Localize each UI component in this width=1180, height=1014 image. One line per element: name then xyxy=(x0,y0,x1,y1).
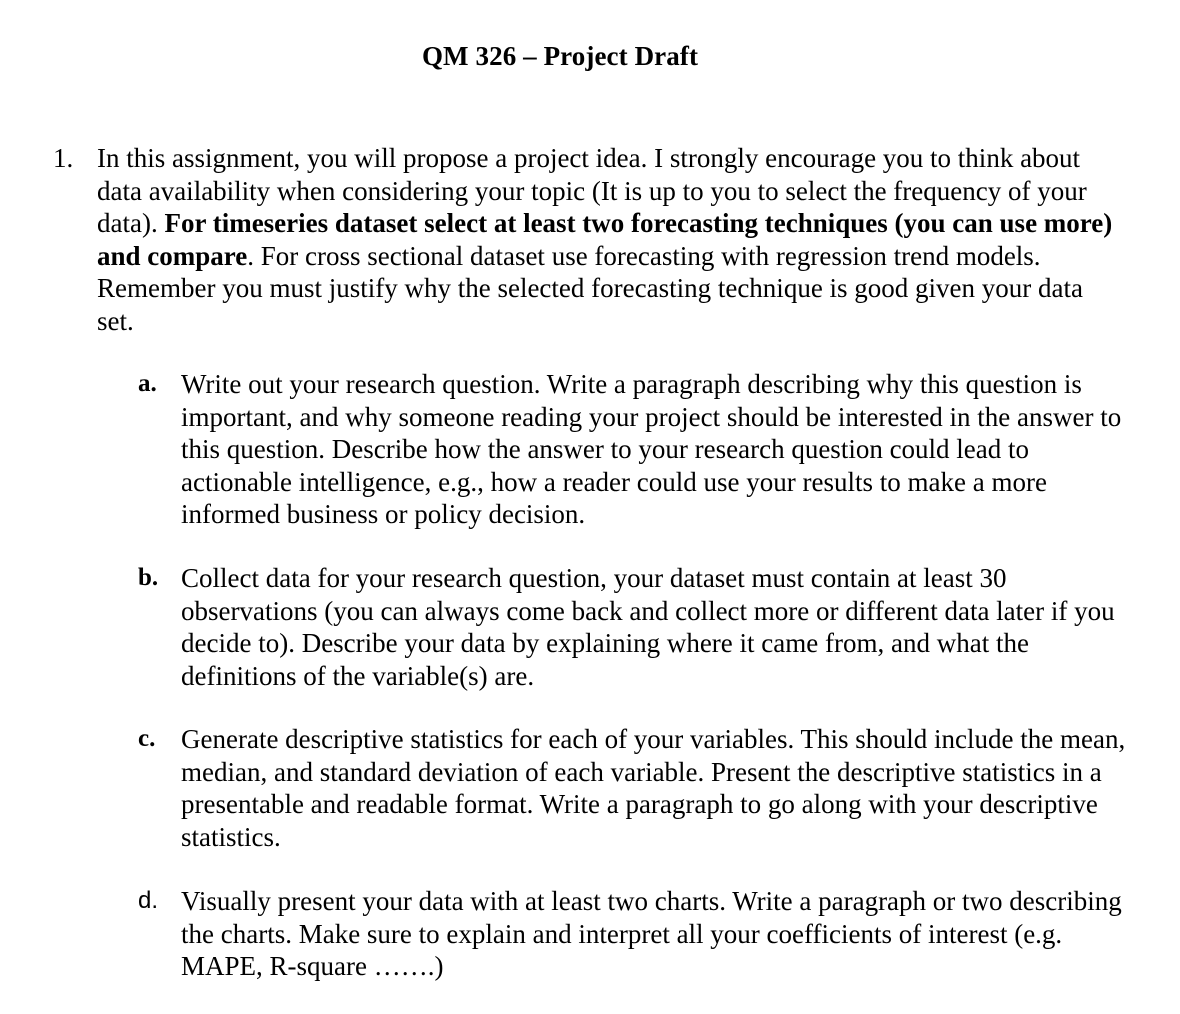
sub-item-text: Collect data for your research question, your dataset must contain at least 30 observations (you can always come back and collect more or different data later if you decide to). Describe your data by explaining where it came from, and what the definitions of the variable(s) are. xyxy=(181,563,1115,691)
sub-item-marker: c. xyxy=(138,725,156,752)
sub-item-a xyxy=(138,368,1128,531)
sub-item-marker: a. xyxy=(138,370,157,397)
question-text-part1: In this assignment, you will propose a project idea. I strongly encourage you to think about data availability when considering your topic (It is up to you to select the frequency of your data). xyxy=(97,143,1087,238)
sub-item-marker: d. xyxy=(138,887,159,914)
sub-item-c xyxy=(138,723,1128,853)
sub-item-marker: b. xyxy=(138,564,159,591)
question-number: 1. xyxy=(53,143,74,173)
sub-item-text: Visually present your data with at least two charts. Write a paragraph or two describing the charts. Make sure to explain and interpret all your coefficients of interest (e.g. MAPE, R-square …….) xyxy=(181,886,1122,981)
question-text-part2: . For cross sectional dataset use forecasting with regression trend models. Remember you must justify why the selected forecasting technique is good given your data set. xyxy=(97,240,1084,336)
sub-item-d xyxy=(138,885,1128,983)
sub-item-text: Generate descriptive statistics for each of your variables. This should include the mean, median, and standard deviation of each variable. Present the descriptive statistics in a presentable and readable format. Write a paragraph to go along with your descriptive statistics. xyxy=(181,724,1126,852)
document-title: QM 326 – Project Draft xyxy=(421,41,699,71)
sub-item-text: Write out your research question. Write a paragraph describing why this question is important, and why someone reading your project should be interested in the answer to this question. Describe how the answer to your research question could lead to actionable intelligence, e.g., how a reader could use your results to make a more informed business or policy decision. xyxy=(181,369,1122,529)
question-text xyxy=(97,142,1117,337)
sub-item-b xyxy=(138,562,1128,692)
question-text-bold: For timeseries dataset select at least two forecasting techniques (you can use more) and compare xyxy=(97,208,1113,271)
